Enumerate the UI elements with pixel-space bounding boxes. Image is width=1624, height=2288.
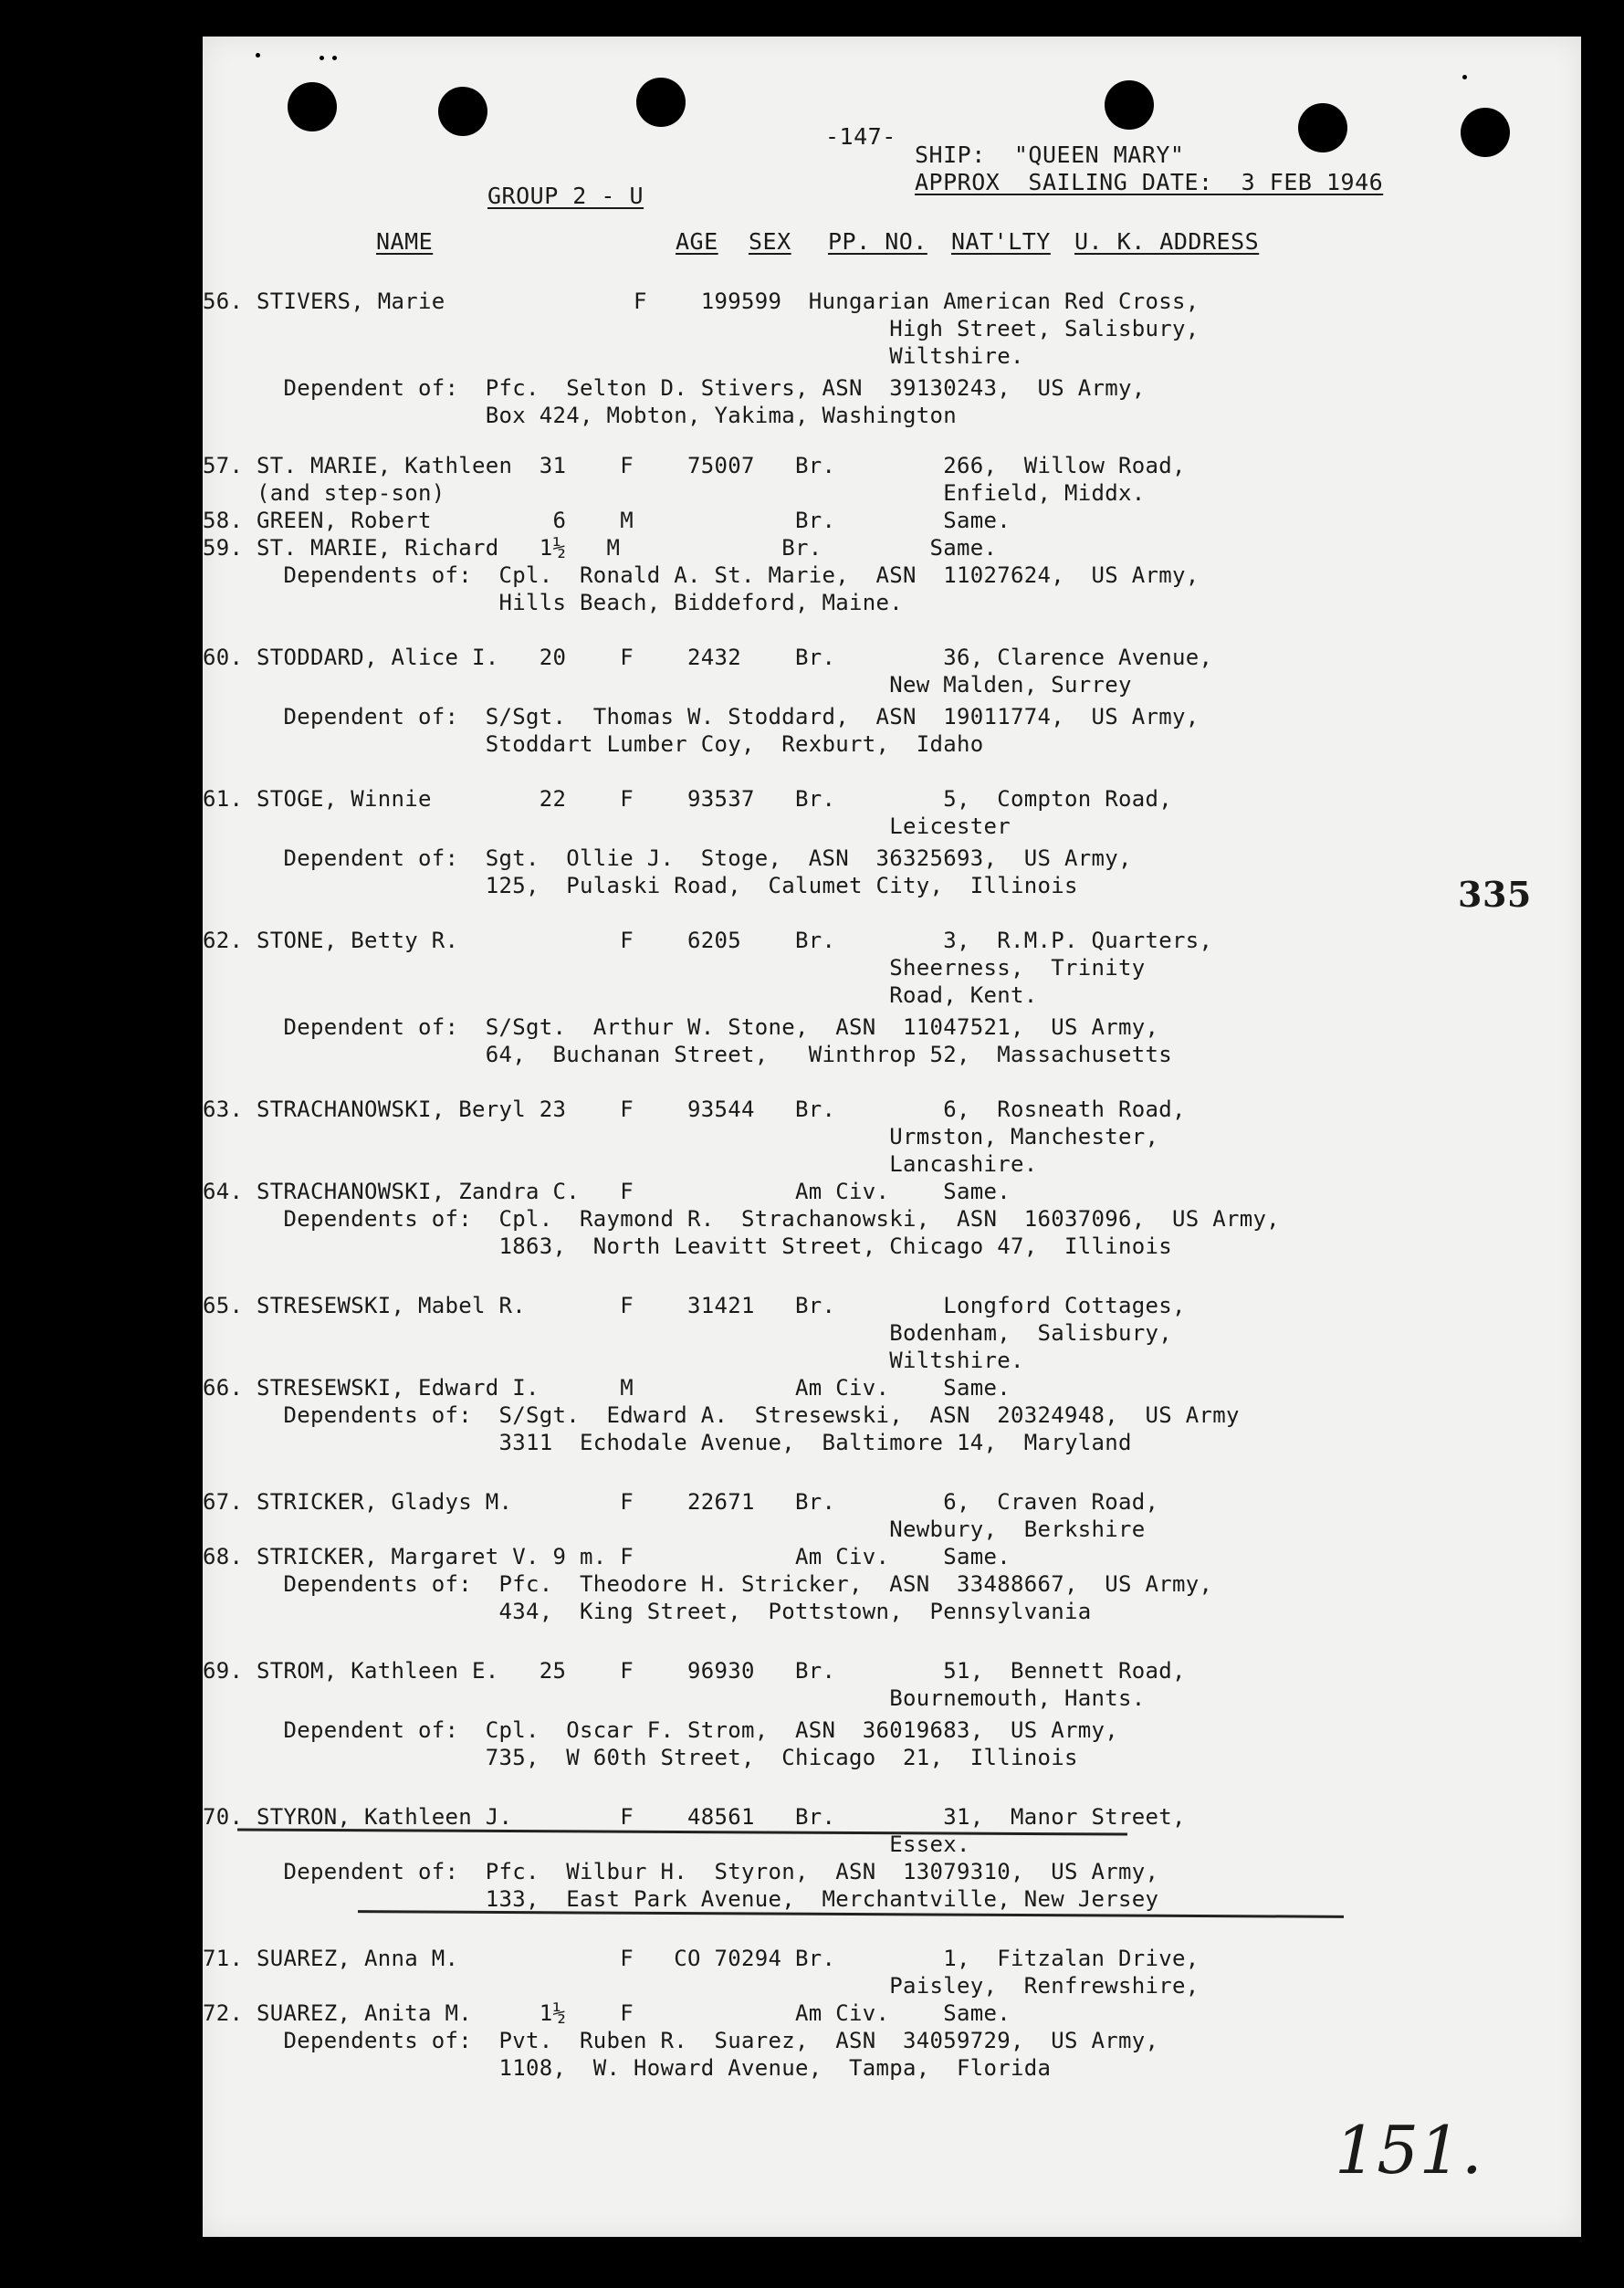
- record-line: Dependents of: S/Sgt. Edward A. Stresewski, ASN 20324948, US Army: [203, 1402, 1240, 1428]
- handwritten-number: 151.: [1335, 2112, 1483, 2188]
- sailing-date: APPROX SAILING DATE: 3 FEB 1946: [915, 169, 1384, 195]
- punch-hole: [1461, 108, 1510, 157]
- ship-name: SHIP: "QUEEN MARY": [915, 142, 1185, 168]
- record-line: 57. ST. MARIE, Kathleen 31 F 75007 Br. 266, Willow Road,: [203, 453, 1186, 478]
- record-line: 1863, North Leavitt Street, Chicago 47, Illinois: [203, 1233, 1172, 1259]
- punch-hole: [438, 87, 487, 136]
- record-line: 1108, W. Howard Avenue, Tampa, Florida: [203, 2055, 1052, 2081]
- record-line: Road, Kent.: [203, 982, 1038, 1008]
- record-line: Urmston, Manchester,: [203, 1124, 1159, 1149]
- record-line: Stoddart Lumber Coy, Rexburt, Idaho: [203, 731, 984, 757]
- record-line: Lancashire.: [203, 1151, 1038, 1177]
- record-line: Essex.: [203, 1831, 970, 1857]
- record-line: Box 424, Mobton, Yakima, Washington: [203, 403, 957, 428]
- record-line: Bodenham, Salisbury,: [203, 1320, 1172, 1346]
- col-age: AGE: [676, 228, 718, 255]
- record-line: High Street, Salisbury,: [203, 316, 1200, 341]
- record-line: 67. STRICKER, Gladys M. F 22671 Br. 6, Craven Road,: [203, 1489, 1159, 1515]
- punch-hole: [636, 78, 686, 127]
- record-line: 68. STRICKER, Margaret V. 9 m. F Am Civ. Same.: [203, 1544, 1011, 1569]
- record-line: 125, Pulaski Road, Calumet City, Illinois: [203, 873, 1078, 898]
- col-pp-no: PP. NO.: [828, 228, 927, 255]
- col-nationality: NAT'LTY: [951, 228, 1051, 255]
- record-line: Dependent of: Sgt. Ollie J. Stoge, ASN 36325693, US Army,: [203, 845, 1132, 871]
- record-line: Newbury, Berkshire: [203, 1517, 1146, 1542]
- record-line: 64, Buchanan Street, Winthrop 52, Massachusetts: [203, 1042, 1172, 1067]
- punch-hole: [1298, 103, 1347, 152]
- record-line: 62. STONE, Betty R. F 6205 Br. 3, R.M.P. Quarters,: [203, 928, 1213, 953]
- record-line: 58. GREEN, Robert 6 M Br. Same.: [203, 508, 1011, 533]
- record-line: 66. STRESEWSKI, Edward I. M Am Civ. Same.: [203, 1375, 1011, 1401]
- record-line: Dependent of: Cpl. Oscar F. Strom, ASN 36019683, US Army,: [203, 1717, 1118, 1743]
- record-line: Wiltshire.: [203, 1348, 1024, 1373]
- speck: [332, 56, 337, 60]
- col-name: NAME: [376, 228, 434, 255]
- record-line: Dependent of: Pfc. Wilbur H. Styron, ASN 13079310, US Army,: [203, 1859, 1159, 1884]
- record-line: Paisley, Renfrewshire,: [203, 1973, 1200, 1999]
- record-line: 69. STROM, Kathleen E. 25 F 96930 Br. 51, Bennett Road,: [203, 1658, 1186, 1684]
- record-line: 59. ST. MARIE, Richard 1½ M Br. Same.: [203, 535, 998, 561]
- record-line: 61. STOGE, Winnie 22 F 93537 Br. 5, Compton Road,: [203, 786, 1172, 812]
- record-line: 63. STRACHANOWSKI, Beryl 23 F 93544 Br. 6, Rosneath Road,: [203, 1097, 1186, 1122]
- document-page: [203, 37, 1581, 2237]
- col-sex: SEX: [749, 228, 791, 255]
- record-line: Dependent of: S/Sgt. Arthur W. Stone, ASN 11047521, US Army,: [203, 1014, 1159, 1040]
- record-line: Dependent of: Pfc. Selton D. Stivers, ASN 39130243, US Army,: [203, 375, 1146, 401]
- record-line: Hills Beach, Biddeford, Maine.: [203, 590, 903, 615]
- record-line: 71. SUAREZ, Anna M. F CO 70294 Br. 1, Fitzalan Drive,: [203, 1946, 1200, 1971]
- record-line: New Malden, Surrey: [203, 672, 1132, 698]
- record-line: Dependents of: Cpl. Ronald A. St. Marie, ASN 11027624, US Army,: [203, 562, 1200, 588]
- record-line: 64. STRACHANOWSKI, Zandra C. F Am Civ. Same.: [203, 1179, 1011, 1204]
- record-line: 56. STIVERS, Marie F 199599 Hungarian American Red Cross,: [203, 289, 1200, 314]
- record-line: 65. STRESEWSKI, Mabel R. F 31421 Br. Longford Cottages,: [203, 1293, 1186, 1318]
- record-line: Dependent of: S/Sgt. Thomas W. Stoddard, ASN 19011774, US Army,: [203, 704, 1200, 729]
- record-line: 72. SUAREZ, Anita M. 1½ F Am Civ. Same.: [203, 2000, 1011, 2026]
- record-line: Sheerness, Trinity: [203, 955, 1146, 981]
- record-line: 735, W 60th Street, Chicago 21, Illinois: [203, 1745, 1078, 1770]
- record-line: (and step-son) Enfield, Middx.: [203, 480, 1146, 506]
- record-line: Bournemouth, Hants.: [203, 1685, 1146, 1711]
- speck: [1462, 75, 1467, 79]
- record-line: Dependents of: Cpl. Raymond R. Strachanowski, ASN 16037096, US Army,: [203, 1206, 1280, 1232]
- punch-hole: [288, 82, 337, 131]
- record-line: 434, King Street, Pottstown, Pennsylvania: [203, 1599, 1092, 1624]
- record-line: Dependents of: Pfc. Theodore H. Stricker, ASN 33488667, US Army,: [203, 1571, 1213, 1597]
- punch-hole: [1105, 80, 1154, 130]
- record-line: Leicester: [203, 813, 1011, 839]
- speck: [256, 53, 260, 58]
- page-number: -147-: [825, 123, 896, 150]
- page-stamp-number: 335: [1458, 874, 1532, 915]
- record-line: 3311 Echodale Avenue, Baltimore 14, Maryland: [203, 1430, 1132, 1455]
- speck: [320, 56, 324, 60]
- record-line: Wiltshire.: [203, 343, 1024, 369]
- col-address: U. K. ADDRESS: [1074, 228, 1260, 255]
- record-line: 70. STYRON, Kathleen J. F 48561 Br. 31, Manor Street,: [203, 1804, 1186, 1830]
- record-line: 133, East Park Avenue, Merchantville, New Jersey: [203, 1886, 1159, 1912]
- group-label: GROUP 2 - U: [487, 183, 644, 209]
- record-line: Dependents of: Pvt. Ruben R. Suarez, ASN 34059729, US Army,: [203, 2028, 1159, 2053]
- record-line: 60. STODDARD, Alice I. 20 F 2432 Br. 36, Clarence Avenue,: [203, 645, 1213, 670]
